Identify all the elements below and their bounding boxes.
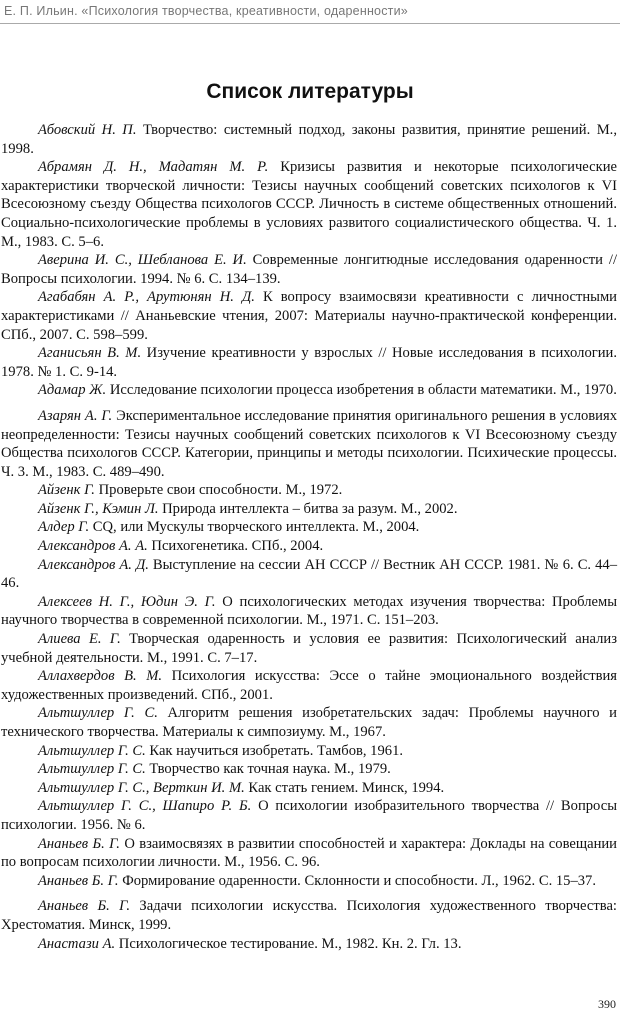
reference-author: Альтшуллер Г. С., Шапиро Р. Б. (38, 798, 252, 815)
reference-author: Анастази А. (38, 935, 116, 952)
reference-text: Творчество: системный подход, законы развития, принятие решений. М., 1998. (1, 122, 617, 157)
reference-author: Аверина И. С., Шебланова Е. И. (38, 252, 247, 269)
reference-author: Ананьев Б. Г. (38, 835, 120, 852)
reference-item (0, 897, 620, 934)
reference-text: Алгоритм решения изобретательских задач: Проблемы научного и технического творчества. Материалы к симпозиуму. М., 1967. (1, 705, 617, 740)
reference-author: Айзенк Г., Кэмин Л. (38, 500, 159, 517)
reference-text: Изучение креативности у взрослых // Новые исследования в психологии. 1978. № 1. С. 9-14. (1, 345, 617, 380)
reference-text: Как научиться изобретать. Тамбов, 1961. (145, 742, 404, 759)
reference-item (0, 630, 620, 667)
reference-list (0, 121, 620, 953)
reference-text: Как стать гением. Минск, 1994. (244, 779, 445, 796)
reference-text: Творчество как точная наука. М., 1979. (145, 761, 391, 778)
reference-author: Азарян А. Г. (38, 407, 113, 424)
reference-text: О психологических методах изучения творчества: Проблемы научного творчества в современной психологии. М., 1971. С. 151–203. (1, 593, 617, 629)
reference-author: Адамар Ж. (38, 382, 107, 399)
reference-author: Абрамян Д. Н., Мадатян М. Р. (38, 159, 269, 176)
reference-text: Исследование психологии процесса изобретения в области математики. М., 1970. (106, 382, 617, 399)
reference-text: Психологическое тестирование. М., 1982. Кн. 2. Гл. 13. (115, 935, 462, 952)
reference-item (0, 742, 620, 761)
reference-text: К вопросу взаимосвязи креативности с личностными характеристиками // Ананьевские чтения, 2007: Материалы научно-практической конференции. СПб., 2007. С. 598–599. (1, 289, 617, 343)
reference-text: Творческая одаренность и условия ее развития: Психологический анализ учебной деятельности. М., 1991. С. 7–17. (1, 631, 617, 666)
reference-item (0, 835, 620, 872)
reference-author: Аллахвердов В. М. (38, 668, 163, 685)
reference-item (0, 797, 620, 834)
reference-text: О психологии изобразительного творчества // Вопросы психологии. 1956. № 6. (1, 798, 617, 833)
reference-item (0, 872, 620, 891)
reference-author: Алиева Е. Г. (38, 631, 121, 648)
reference-item (0, 500, 620, 519)
reference-author: Айзенк Г. (38, 482, 95, 499)
reference-author: Альтшуллер Г. С. (38, 742, 146, 759)
reference-author: Аганисьян В. М. (38, 345, 142, 362)
reference-item (0, 667, 620, 704)
reference-author: Альтшуллер Г. С. (38, 705, 158, 722)
reference-item (0, 407, 620, 481)
reference-author: Алексеев Н. Г., Юдин Э. Г. (38, 593, 216, 610)
reference-item (0, 935, 620, 954)
reference-author: Алдер Г. (38, 519, 90, 536)
reference-author: Агабабян А. Р., Арутюнян Н. Д. (38, 289, 255, 306)
reference-text: Психогенетика. СПб., 2004. (147, 538, 324, 555)
reference-text: О взаимосвязях в развитии способностей и характера: Доклады на совещании по вопросам психологии личности. М., 1956. С. 96. (1, 835, 617, 871)
reference-text: Современные лонгитюдные исследования одаренности // Вопросы психологии. 1994. № 6. С. 134–139. (1, 252, 617, 287)
reference-author: Абовский Н. П. (38, 122, 137, 138)
reference-author: Александров А. Д. (38, 556, 149, 573)
reference-item (0, 158, 620, 251)
header-rule (0, 23, 620, 24)
reference-author: Ананьев Б. Г. (38, 898, 131, 915)
reference-item (0, 381, 620, 400)
reference-item (0, 251, 620, 288)
running-title: Е. П. Ильин. «Психология творчества, креативности, одаренности» (4, 4, 408, 18)
reference-item (0, 593, 620, 630)
page-number: 390 (598, 997, 616, 1011)
reference-item (0, 704, 620, 741)
reference-text: Психология искусства: Эссе о тайне эмоционального воздействия художественных произведений. СПб., 2001. (1, 668, 617, 703)
reference-item (0, 779, 620, 798)
reference-text: Природа интеллекта – битва за разум. М., 2002. (158, 500, 458, 517)
page-title: Список литературы (206, 80, 414, 103)
reference-text: CQ, или Мускулы творческого интеллекта. М., 2004. (89, 519, 420, 536)
reference-text: Проверьте свои способности. М., 1972. (94, 482, 343, 499)
running-head (0, 0, 620, 24)
reference-text: Выступление на сессии АН СССР // Вестник АН СССР. 1981. № 6. С. 44–46. (1, 556, 617, 592)
reference-author: Александров А. А. (38, 538, 148, 555)
reference-text: Экспериментальное исследование принятия оригинального решения в условиях неопределенности: Тезисы научных сообщений советских психологов к VI Всесоюзному съезду Общества психологов СССР. Категории, принципы и методы психологии. Психические процессы. Ч. 3. М., 1983. С. 489–490. (1, 407, 618, 480)
reference-text: Кризисы развития и некоторые психологические характеристики творческой личности: Тезисы научных сообщений советских психологов к VI Всесоюзному съезду Общества психологов СССР. Личность в системе общественных отношений. Социально-психологические проблемы в условиях развитого социалистического общества. Ч. 1. М., 1983. С. 5–6. (1, 159, 617, 250)
reference-text: Формирование одаренности. Склонности и способности. Л., 1962. С. 15–37. (118, 872, 596, 889)
reference-item (0, 344, 620, 381)
reference-text: Задачи психологии искусства. Психология художественного творчества: Хрестоматия. Минск, 1999. (1, 898, 617, 933)
reference-item (0, 556, 620, 593)
reference-item (0, 288, 620, 344)
reference-item (0, 518, 620, 537)
reference-author: Ананьев Б. Г. (38, 872, 119, 889)
reference-item (0, 537, 620, 556)
reference-author: Альтшуллер Г. С. (38, 761, 146, 778)
reference-item (0, 760, 620, 779)
reference-item (0, 481, 620, 500)
reference-author: Альтшуллер Г. С., Верткин И. М. (38, 779, 245, 796)
reference-item (0, 121, 620, 158)
